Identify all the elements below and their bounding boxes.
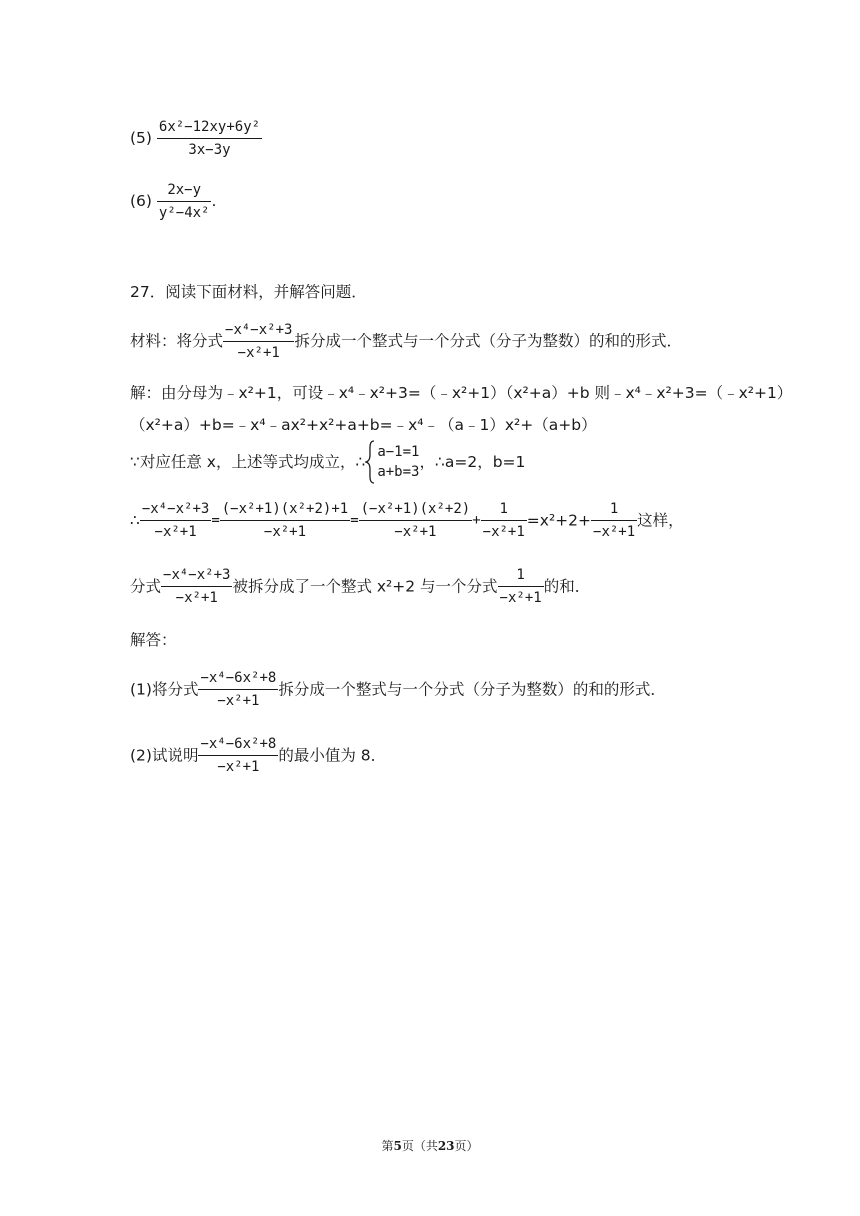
eq-fraction-4 [481, 500, 527, 541]
system-equation-2: a+b=3 [377, 464, 420, 480]
since-line [130, 440, 525, 484]
part-2-prefix: (2)试说明 [130, 746, 199, 765]
item-5-denominator: 3x−3y [188, 142, 231, 158]
eq-fraction-1-numerator: −x⁴−x²+3 [140, 500, 211, 521]
answer-label: 解答： [130, 631, 177, 649]
left-brace-icon [365, 440, 375, 484]
eq-fraction-3 [359, 500, 473, 541]
solution-line-2: （x²+a）+b=﹣x⁴﹣ax²+x²+a+b=﹣x⁴﹣（a﹣1）x²+（a+b） [130, 416, 597, 434]
material-prefix: 材料：将分式 [130, 332, 224, 350]
eq-fraction-2-numerator: (−x²+1)(x²+2)+1 [220, 500, 350, 521]
eq-fraction-1 [140, 500, 211, 541]
split-fraction-numerator: −x⁴−x²+3 [161, 566, 232, 587]
part-2-denominator: −x²+1 [217, 759, 260, 775]
equals-sign: = [350, 512, 359, 529]
item-6 [130, 181, 216, 222]
footer-suffix: 页） [454, 1139, 479, 1153]
material-suffix: 拆分成一个整式与一个分式（分子为整数）的和的形式． [294, 332, 682, 350]
part-1 [130, 669, 666, 710]
material-line [130, 321, 682, 362]
part-2 [130, 735, 386, 776]
item-5-numerator: 6x²−12xy+6y² [157, 118, 262, 139]
part-1-prefix: (1)将分式 [130, 680, 199, 699]
eq-fraction-3-denominator: −x²+1 [394, 524, 437, 540]
part-2-suffix: 的最小值为 8． [278, 746, 387, 765]
split-fraction-2-denominator: −x²+1 [499, 590, 542, 606]
split-suffix: 的和． [543, 577, 591, 596]
part-2-fraction [198, 735, 278, 776]
item-5-fraction [157, 118, 262, 159]
eq-fraction-3-numerator: (−x²+1)(x²+2) [359, 500, 473, 521]
part-1-fraction [198, 669, 278, 710]
solution-line-1: 解：由分母为﹣x²+1，可设﹣x⁴﹣x²+3=（﹣x²+1）（x²+a）+b 则﹣x⁴﹣x²+3=（﹣x²+1） [130, 384, 793, 402]
item-6-fraction [157, 181, 212, 222]
split-fraction-2 [498, 566, 544, 607]
part-2-numerator: −x⁴−6x²+8 [198, 735, 278, 756]
eq-fraction-4-denominator: −x²+1 [482, 524, 525, 540]
eq-fraction-1-denominator: −x²+1 [154, 524, 197, 540]
material-fraction [223, 321, 294, 362]
item-5-label: (5) [130, 129, 152, 147]
item-6-numerator: 2x−y [157, 181, 212, 202]
split-fraction-2-numerator: 1 [498, 566, 544, 587]
material-numerator: −x⁴−x²+3 [223, 321, 294, 342]
system-equation-1: a−1=1 [377, 444, 420, 460]
part-1-denominator: −x²+1 [217, 693, 260, 709]
since-text: ∵对应任意 x，上述等式均成立，∴ [130, 453, 366, 471]
eq-fraction-4-numerator: 1 [481, 500, 527, 521]
material-denominator: −x²+1 [237, 345, 280, 361]
eq-fraction-5-denominator: −x²+1 [593, 524, 636, 540]
zheyang-text: 这样， [637, 511, 684, 530]
split-prefix: 分式 [130, 577, 162, 596]
split-fraction [161, 566, 232, 607]
eq-fraction-5-numerator: 1 [591, 500, 637, 521]
plus-sign: + [472, 512, 481, 529]
equals-sign: = [211, 512, 220, 529]
eq-fraction-5 [591, 500, 637, 541]
mid-text: =x²+2+ [526, 511, 592, 530]
part-1-suffix: 拆分成一个整式与一个分式（分子为整数）的和的形式． [278, 680, 666, 699]
question-27-heading: 27．阅读下面材料，并解答问题． [130, 283, 367, 301]
split-middle: 被拆分成了一个整式 x²+2 与一个分式 [232, 577, 498, 596]
part-1-numerator: −x⁴−6x²+8 [198, 669, 278, 690]
split-fraction-denominator: −x²+1 [175, 590, 218, 606]
therefore-symbol: ∴ [130, 511, 140, 530]
split-line [130, 566, 590, 607]
item-6-label: (6) [130, 192, 152, 210]
therefore-line [130, 500, 684, 541]
equation-system [365, 440, 419, 484]
item-6-period: . [211, 192, 217, 210]
footer-total-pages: 23 [437, 1139, 455, 1153]
footer-page-number: 5 [393, 1139, 402, 1153]
item-5 [130, 118, 262, 159]
eq-fraction-2 [220, 500, 350, 541]
page-footer [0, 1137, 860, 1154]
footer-prefix: 第 [381, 1139, 394, 1153]
eq-fraction-2-denominator: −x²+1 [263, 524, 307, 540]
since-result: ，∴a=2，b=1 [419, 453, 526, 471]
footer-middle: 页（共 [401, 1139, 438, 1153]
item-6-denominator: y²−4x² [158, 205, 210, 221]
